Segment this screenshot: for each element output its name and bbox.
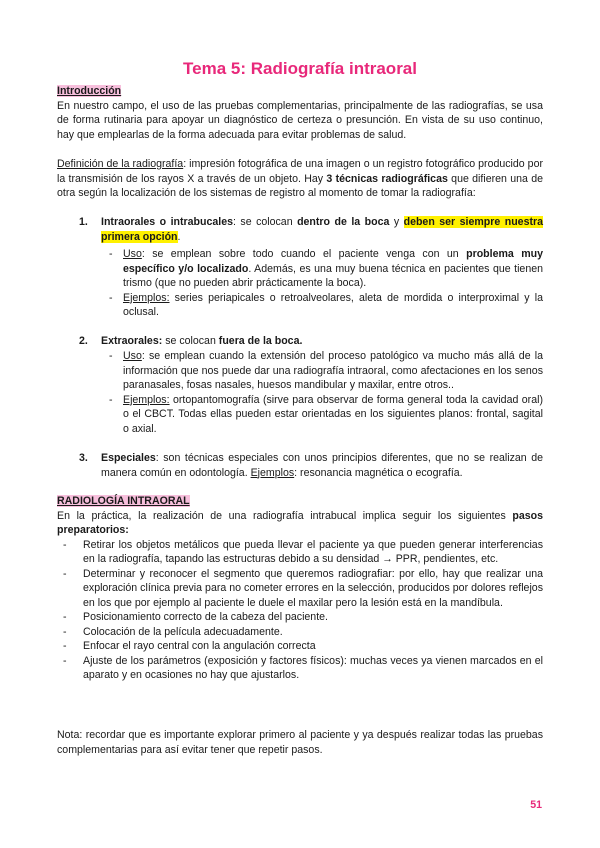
- step-text: Ajuste de los parámetros (exposición y factores físicos): muchas veces ya vienen marcados en el aparato y en ocasiones no hay que ajustarlos.: [83, 654, 543, 681]
- radiologia-bold: pasos preparatorios:: [57, 509, 543, 536]
- dash-bullet: -: [109, 291, 113, 304]
- technique-number: 2.: [79, 335, 88, 347]
- step-text: Enfocar el rayo central con la angulación correcta: [83, 640, 316, 652]
- technique-bold: fuera de la boca.: [218, 335, 303, 347]
- step-text: Determinar y reconocer el segmento que queremos radiografiar: por ello, hay que realizar una exploración clínica previa para no cometer errores en la selección, producidos por dolores reflejos en los que por ejemplo al paciente le duele el maxilar pero la lesión está en la mandíbula.: [83, 567, 543, 609]
- page-title: Tema 5: Radiografía intraoral: [183, 59, 417, 78]
- technique-1-sublist: [57, 247, 543, 320]
- list-item: [109, 393, 543, 437]
- uso-text: . Además, es una muy buena técnica en pacientes que tienen trismo (que no pueden abrir prácticamente la boca).: [123, 262, 543, 289]
- list-item: [57, 654, 543, 683]
- steps-list: [57, 538, 543, 683]
- uso-label: Uso: [123, 350, 142, 362]
- uso-text: : se emplean cuando la extensión del proceso patológico va mucho más allá de la información que nos puede dar una radiografía intraoral, como afectaciones en los senos paranasales, fosas nasales, huesos mandibular y maxilar, entre otros..: [123, 350, 543, 391]
- definition-paragraph: [57, 157, 543, 201]
- list-item: [57, 538, 543, 567]
- definition-label: Definición de la radiografía: [57, 158, 184, 170]
- definition-text-1: : impresión fotográfica de una imagen o un registro fotográfico producido por la transmisión de los rayos X a través de un objeto. Hay: [57, 158, 543, 185]
- technique-number: 3.: [79, 452, 88, 464]
- dash-bullet: -: [63, 567, 67, 580]
- technique-number: 1.: [79, 216, 88, 228]
- dash-bullet: -: [109, 350, 113, 362]
- dash-bullet: -: [63, 611, 67, 623]
- uso-text: : se emplean sobre todo cuando el paciente venga con un: [141, 248, 467, 260]
- list-item: [109, 291, 543, 320]
- list-item: [109, 349, 543, 393]
- dash-bullet: -: [63, 625, 67, 638]
- technique-text: : son técnicas especiales con unos principios diferentes, que no se realizan de manera común en odontología.: [101, 452, 543, 479]
- technique-text: .: [177, 230, 181, 243]
- definition-bold: 3 técnicas radiográficas: [326, 172, 448, 185]
- intro-text: En nuestro campo, el uso de las pruebas complementarias, principalmente de las radiografías, se usa de forma rutinaria para apoyar un diagnóstico de certeza o presunción. En vista de su uso continuo, hay que emplearlas de la forma adecuada para evitar problemas de salud.: [57, 99, 543, 141]
- technique-text: se colocan: [162, 335, 219, 347]
- definition-text-2: que difieren una de otra según la localización de los sistemas de registro al momento de tomar la radiografía:: [57, 172, 543, 199]
- dash-bullet: -: [109, 248, 113, 260]
- intro-heading: Introducción: [57, 85, 122, 97]
- uso-label: Uso: [123, 248, 142, 260]
- ejemplos-label: Ejemplos: [250, 466, 295, 479]
- dash-bullet: -: [63, 538, 67, 551]
- list-item: [109, 247, 543, 291]
- step-text: Posicionamiento correcto de la cabeza del paciente.: [83, 611, 328, 623]
- ejemplos-label: Ejemplos:: [123, 291, 170, 304]
- dash-bullet: -: [109, 393, 113, 406]
- radiologia-heading: RADIOLOGÍA INTRAORAL: [57, 495, 190, 507]
- list-item: [57, 610, 543, 625]
- list-item: [57, 625, 543, 640]
- technique-text: y: [389, 216, 404, 228]
- radiologia-section: [57, 494, 543, 683]
- list-item: [57, 567, 543, 611]
- dash-bullet: -: [63, 640, 67, 652]
- ejemplos-text: series periapicales o retroalveolares, aleta de mordida o interproximal y la oclusal.: [123, 291, 543, 318]
- dash-bullet: -: [63, 654, 67, 667]
- technique-text: : se colocan: [233, 216, 298, 228]
- technique-name: Especiales: [101, 452, 156, 464]
- nota-paragraph: Nota: recordar que es importante explorar primero al paciente y ya después realizar todas las pruebas complementarias para así evitar tener que repetir pasos.: [57, 729, 543, 756]
- technique-bold: dentro de la boca: [297, 216, 390, 228]
- ejemplos-label: Ejemplos:: [123, 393, 170, 406]
- radiologia-text: En la práctica, la realización de una radiografía intrabucal implica seguir los siguientes: [57, 509, 513, 522]
- step-text: Retirar los objetos metálicos que pueda llevar el paciente ya que pueden generar interferencias en la radiografía, tapando las estructuras debido a su densidad → PPR, pendientes, etc.: [83, 538, 543, 565]
- ejemplos-text: : resonancia magnética o ecografía.: [294, 466, 463, 479]
- list-item: [57, 639, 543, 654]
- ejemplos-text: ortopantomografía (sirve para observar de forma general toda la cavidad oral) o el CBCT. Todas ellas pueden estar orientadas en los siguientes planos: frontal, sagital o axial.: [123, 393, 543, 435]
- technique-highlight: deben ser siempre nuestra primera opción: [101, 216, 544, 243]
- intro-section: [57, 84, 543, 142]
- uso-bold: problema muy específico y/o localizado: [123, 248, 543, 275]
- technique-2-sublist: [57, 349, 543, 436]
- page-number: 51: [530, 799, 542, 811]
- technique-name: Intraorales o intrabucales: [101, 216, 233, 228]
- technique-item-extraorales: [79, 334, 543, 349]
- technique-item-intraorales: [79, 215, 543, 244]
- step-text: Colocación de la película adecuadamente.: [83, 625, 283, 638]
- technique-name: Extraorales:: [101, 335, 163, 347]
- technique-item-especiales: [79, 451, 543, 480]
